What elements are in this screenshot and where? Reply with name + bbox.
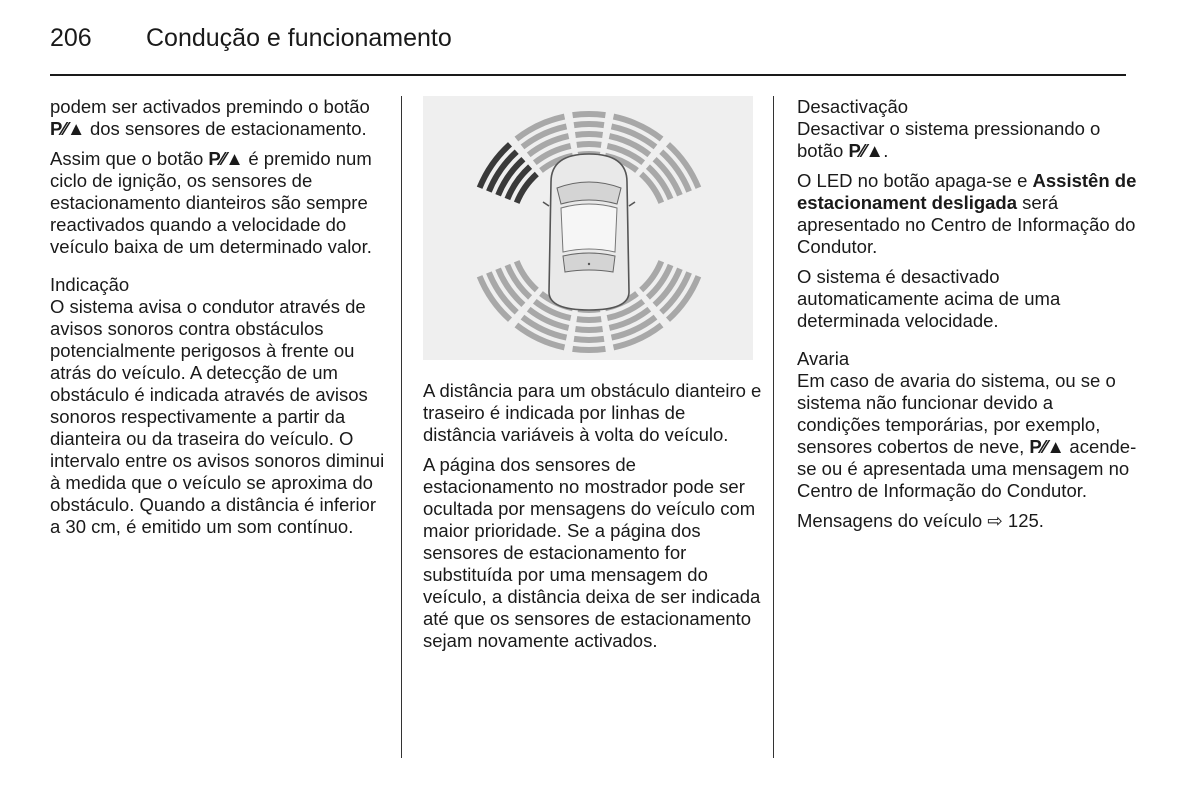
column-left	[50, 96, 390, 546]
distance-arc	[574, 124, 604, 125]
park-assist-button-icon: P⁄⁄▲	[208, 148, 244, 169]
reference-arrow-icon: ⇨	[987, 510, 1003, 531]
status-message: Assistên de estacionament desligada	[797, 170, 1137, 213]
page-reference[interactable]: 125	[1007, 510, 1039, 531]
text: .	[1038, 510, 1044, 531]
heading-avaria: Avaria	[797, 348, 850, 369]
column-right	[797, 96, 1137, 540]
heading-indicacao: Indicação	[50, 274, 130, 295]
park-assist-button-icon: P⁄⁄▲	[50, 118, 85, 139]
chapter-title: Condução e funcionamento	[146, 24, 452, 52]
distance-arc	[575, 329, 602, 330]
distance-arc	[577, 144, 601, 145]
text: dos sensores de estacionamento.	[84, 118, 367, 139]
paragraph-display: A página dos sensores de estacionamento no mostrador pode ser ocultada por mensagens do veículo com maior prioridade. Se a página dos sensores de estacionamento for substituída por uma mensagem do veículo, a distância deixa de ser indicada até que os sensores de estacionamento sejam novamente activados.	[423, 454, 761, 651]
text: O LED no botão apaga-se e	[797, 170, 1033, 191]
paragraph-auto-deactivate: O sistema é desactivado automaticamente acima de uma determinada velocidade.	[797, 266, 1061, 331]
page-number: 206	[50, 24, 92, 52]
distance-arc	[573, 349, 606, 350]
header-rule	[50, 74, 1126, 76]
paragraph-fault	[797, 370, 1137, 502]
figure-caption: A distância para um obstáculo dianteiro e traseiro é indicada por linhas de distância variáveis à volta do veículo.	[423, 380, 762, 445]
parking-sensor-illustration	[423, 96, 753, 360]
text: será apresentado no Centro de Informação do Condutor.	[797, 192, 1136, 257]
distance-arc	[575, 134, 602, 135]
text: Desactivar o sistema pressionando o botão	[797, 118, 1101, 161]
text: é premido num ciclo de ignição, os sensores de estacionamento dianteiros são sempre reactivados quando a velocidade do veículo baixa de um determinado valor.	[50, 148, 372, 257]
column-divider-left	[401, 96, 402, 758]
parking-sensor-figure	[423, 96, 753, 360]
paragraph-led	[797, 170, 1137, 258]
park-assist-button-icon: P⁄⁄▲	[848, 140, 884, 161]
column-divider-right	[773, 96, 774, 758]
text: podem ser activados premindo o botão	[50, 96, 370, 117]
paragraph-activation	[50, 96, 390, 140]
distance-arc	[573, 114, 606, 115]
text: Mensagens do veículo	[797, 510, 988, 531]
park-assist-button-icon: P⁄⁄▲	[1029, 436, 1065, 457]
text: acende-se ou é apresentada uma mensagem no Centro de Informação do Condutor.	[797, 436, 1137, 501]
distance-arc	[577, 319, 601, 320]
text: .	[883, 140, 889, 161]
paragraph-indication: O sistema avisa o condutor através de avisos sonoros contra obstáculos potencialmente perigosos à frente ou atrás do veículo. A detecção de um obstáculo é indicada através de avisos sonoros respectivamente a partir da dianteira ou da traseira do veículo. O intervalo entre os avisos sonoros diminui à medida que o veículo se aproxima do obstáculo. Quando a distância é inferior a 30 cm, é emitido um som contínuo.	[50, 296, 385, 537]
text: Em caso de avaria do sistema, ou se o sistema não funcionar devido a condições temporárias, por exemplo, sensores cobertos de neve,	[797, 370, 1116, 457]
paragraph-deactivate	[797, 118, 1137, 162]
paragraph-messages-ref	[797, 510, 1137, 532]
text: Assim que o botão	[50, 148, 209, 169]
car-icon	[543, 154, 635, 310]
heading-desactivacao: Desactivação	[797, 96, 909, 117]
column-middle	[423, 96, 763, 660]
paragraph-ignition	[50, 148, 390, 258]
distance-arc	[574, 339, 604, 340]
